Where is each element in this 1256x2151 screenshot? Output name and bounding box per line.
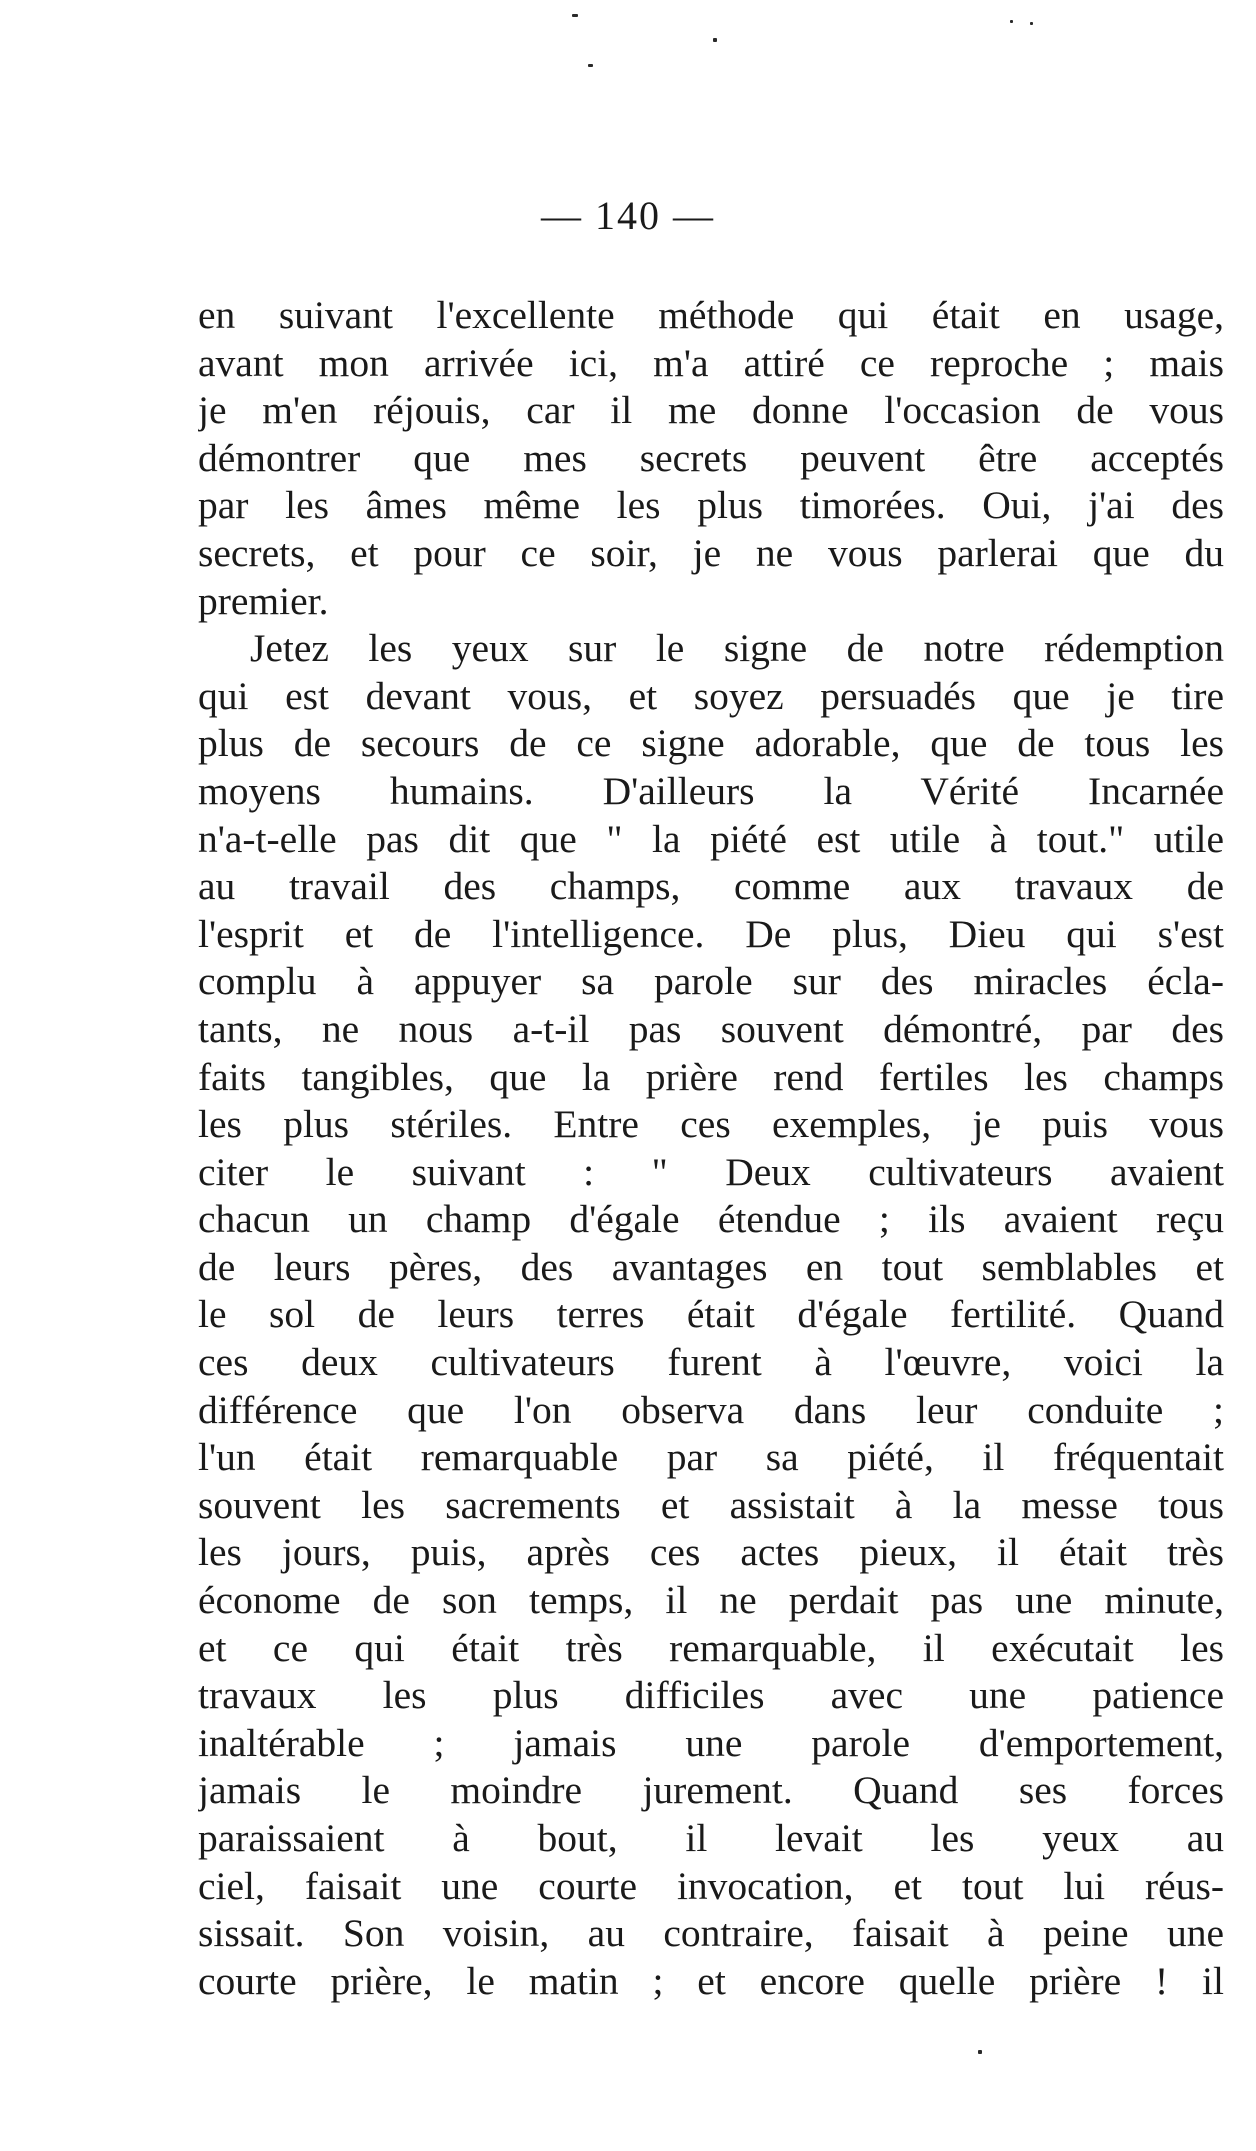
- text-line: les jours, puis, après ces actes pieux, il était très: [198, 1530, 1224, 1575]
- text-line: le sol de leurs terres était d'égale fertilité. Quand: [198, 1292, 1224, 1337]
- text-line: sissait. Son voisin, au contraire, faisait à peine une: [198, 1911, 1224, 1956]
- print-speck: [713, 38, 717, 42]
- text-line: ces deux cultivateurs furent à l'œuvre, voici la: [198, 1340, 1224, 1385]
- text-line: de leurs pères, des avantages en tout semblables et: [198, 1244, 1224, 1289]
- text-line: qui est devant vous, et soyez persuadés que je tire: [198, 673, 1224, 718]
- body-text: [198, 292, 1224, 2005]
- text-line: inaltérable ; jamais une parole d'emportement,: [198, 1720, 1224, 1765]
- text-line: par les âmes même les plus timorées. Oui, j'ai des: [198, 483, 1224, 528]
- text-line: je m'en réjouis, car il me donne l'occasion de vous: [198, 388, 1224, 433]
- text-line: travaux les plus difficiles avec une patience: [198, 1673, 1224, 1718]
- text-line: premier.: [198, 578, 329, 623]
- text-line: ciel, faisait une courte invocation, et tout lui réus-: [198, 1863, 1224, 1908]
- text-line: Jetez les yeux sur le signe de notre rédemption: [250, 626, 1224, 671]
- page-number: — 140 —: [541, 193, 715, 238]
- text-line: secrets, et pour ce soir, je ne vous parlerai que du: [198, 530, 1224, 575]
- text-line: et ce qui était très remarquable, il exécutait les: [198, 1625, 1224, 1670]
- text-line: différence que l'on observa dans leur conduite ;: [198, 1387, 1224, 1432]
- text-line: l'un était remarquable par sa piété, il fréquentait: [198, 1435, 1224, 1480]
- text-line: avant mon arrivée ici, m'a attiré ce reproche ; mais: [198, 340, 1224, 385]
- text-line: moyens humains. D'ailleurs la Vérité Incarnée: [198, 768, 1224, 813]
- print-speck: [978, 2050, 982, 2054]
- text-line: paraissaient à bout, il levait les yeux au: [198, 1816, 1224, 1860]
- text-line: les plus stériles. Entre ces exemples, je puis vous: [198, 1102, 1224, 1147]
- text-line: souvent les sacrements et assistait à la messe tous: [198, 1482, 1224, 1527]
- text-line: n'a-t-elle pas dit que " la piété est utile à tout." utile: [198, 816, 1224, 861]
- print-speck: [572, 14, 578, 17]
- print-speck: [1010, 20, 1013, 23]
- text-line: chacun un champ d'égale étendue ; ils avaient reçu: [198, 1197, 1224, 1242]
- print-speck: [1030, 22, 1033, 25]
- text-line: citer le suivant : " Deux cultivateurs avaient: [198, 1149, 1224, 1194]
- text-line: économe de son temps, il ne perdait pas une minute,: [198, 1578, 1224, 1623]
- text-line: l'esprit et de l'intelligence. De plus, Dieu qui s'est: [198, 911, 1224, 956]
- text-line: au travail des champs, comme aux travaux de: [198, 864, 1224, 909]
- text-line: courte prière, le matin ; et encore quelle prière ! il: [198, 1958, 1224, 2003]
- text-line: jamais le moindre jurement. Quand ses forces: [198, 1768, 1224, 1813]
- text-line: démontrer que mes secrets peuvent être acceptés: [198, 435, 1224, 480]
- text-line: tants, ne nous a-t-il pas souvent démontré, par des: [198, 1006, 1224, 1051]
- text-line: faits tangibles, que la prière rend fertiles les champs: [198, 1054, 1224, 1099]
- text-line: complu à appuyer sa parole sur des miracles écla-: [198, 959, 1224, 1004]
- text-line: en suivant l'excellente méthode qui était en usage,: [198, 293, 1224, 337]
- text-line: plus de secours de ce signe adorable, que de tous les: [198, 721, 1224, 766]
- print-speck: [588, 64, 593, 67]
